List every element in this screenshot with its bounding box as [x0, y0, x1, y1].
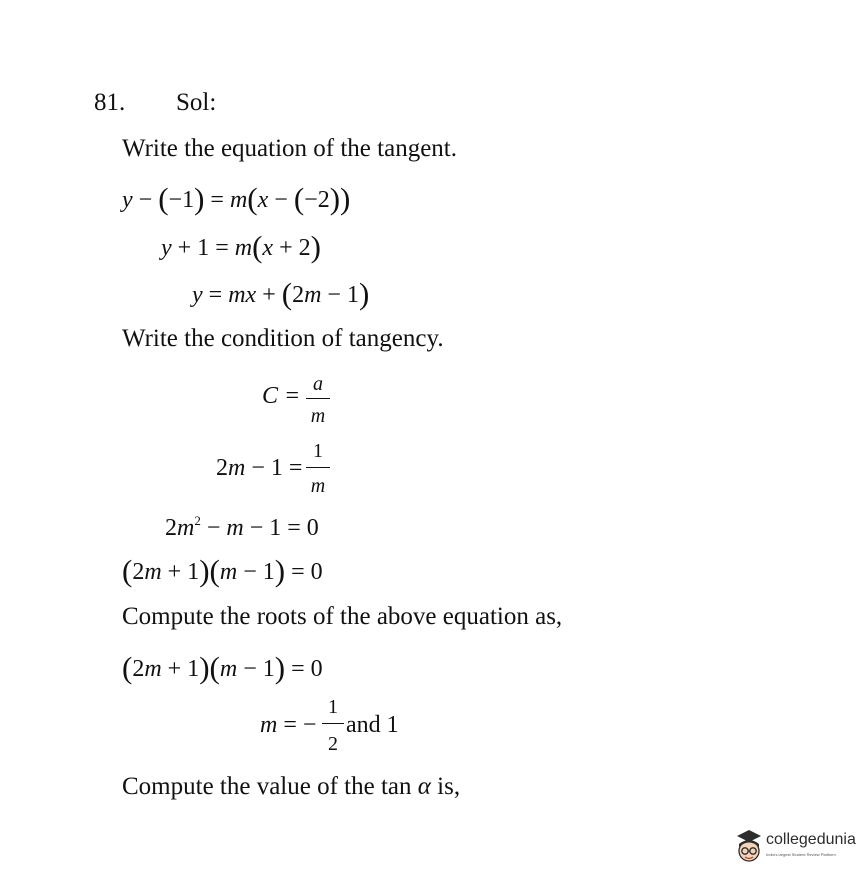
condition-fraction-bar — [306, 398, 330, 399]
substitution-fraction-bar — [306, 467, 330, 468]
quadratic-equation: $2m^2 - m - 1 = 0$ — [165, 513, 319, 541]
roots-rhs: and 1 — [346, 712, 399, 738]
substitution-lhs: 2m − 1 = — [216, 455, 303, 481]
step-write-condition: Write the condition of tangency. — [122, 325, 444, 352]
step-compute-tan — [122, 773, 460, 801]
problem-number: 81. — [94, 89, 126, 116]
condition-numerator: a — [313, 373, 323, 395]
factorised-equation-repeat: (2m + 1)(m − 1) = 0 — [122, 650, 323, 685]
factorised-equation: (2m + 1)(m − 1) = 0 — [122, 553, 323, 588]
substitution-numerator: 1 — [313, 440, 323, 462]
logo-tagline: India's largest Student Review Platform — [766, 852, 836, 857]
alpha-symbol: α — [417, 773, 431, 800]
solution-label: Sol: — [176, 89, 217, 116]
collegedunia-logo — [733, 827, 855, 869]
step-write-tangent: Write the equation of the tangent. — [122, 135, 457, 162]
step-compute-roots: Compute the roots of the above equation as, — [122, 603, 563, 630]
tangent-equation-line-3: y = mx + (2m − 1) — [192, 276, 370, 311]
roots-lhs: m = − — [260, 712, 317, 738]
logo-wordmark: collegedunia — [766, 831, 856, 848]
step-compute-tan-prefix: Compute the value of the tan — [122, 773, 412, 800]
roots-fraction-bar — [322, 723, 344, 724]
tangent-equation-line-2: y + 1 = m(x + 2) — [161, 229, 321, 264]
condition-lhs: C = — [262, 383, 301, 409]
student-mascot-icon — [733, 827, 765, 867]
step-compute-tan-suffix: is, — [430, 773, 461, 800]
tangent-equation-line-1: y − (−1) = m(x − (−2)) — [122, 181, 351, 216]
substitution-denominator: m — [310, 475, 326, 497]
roots-denominator: 2 — [328, 733, 338, 755]
condition-denominator: m — [310, 405, 326, 427]
roots-numerator: 1 — [328, 696, 338, 718]
